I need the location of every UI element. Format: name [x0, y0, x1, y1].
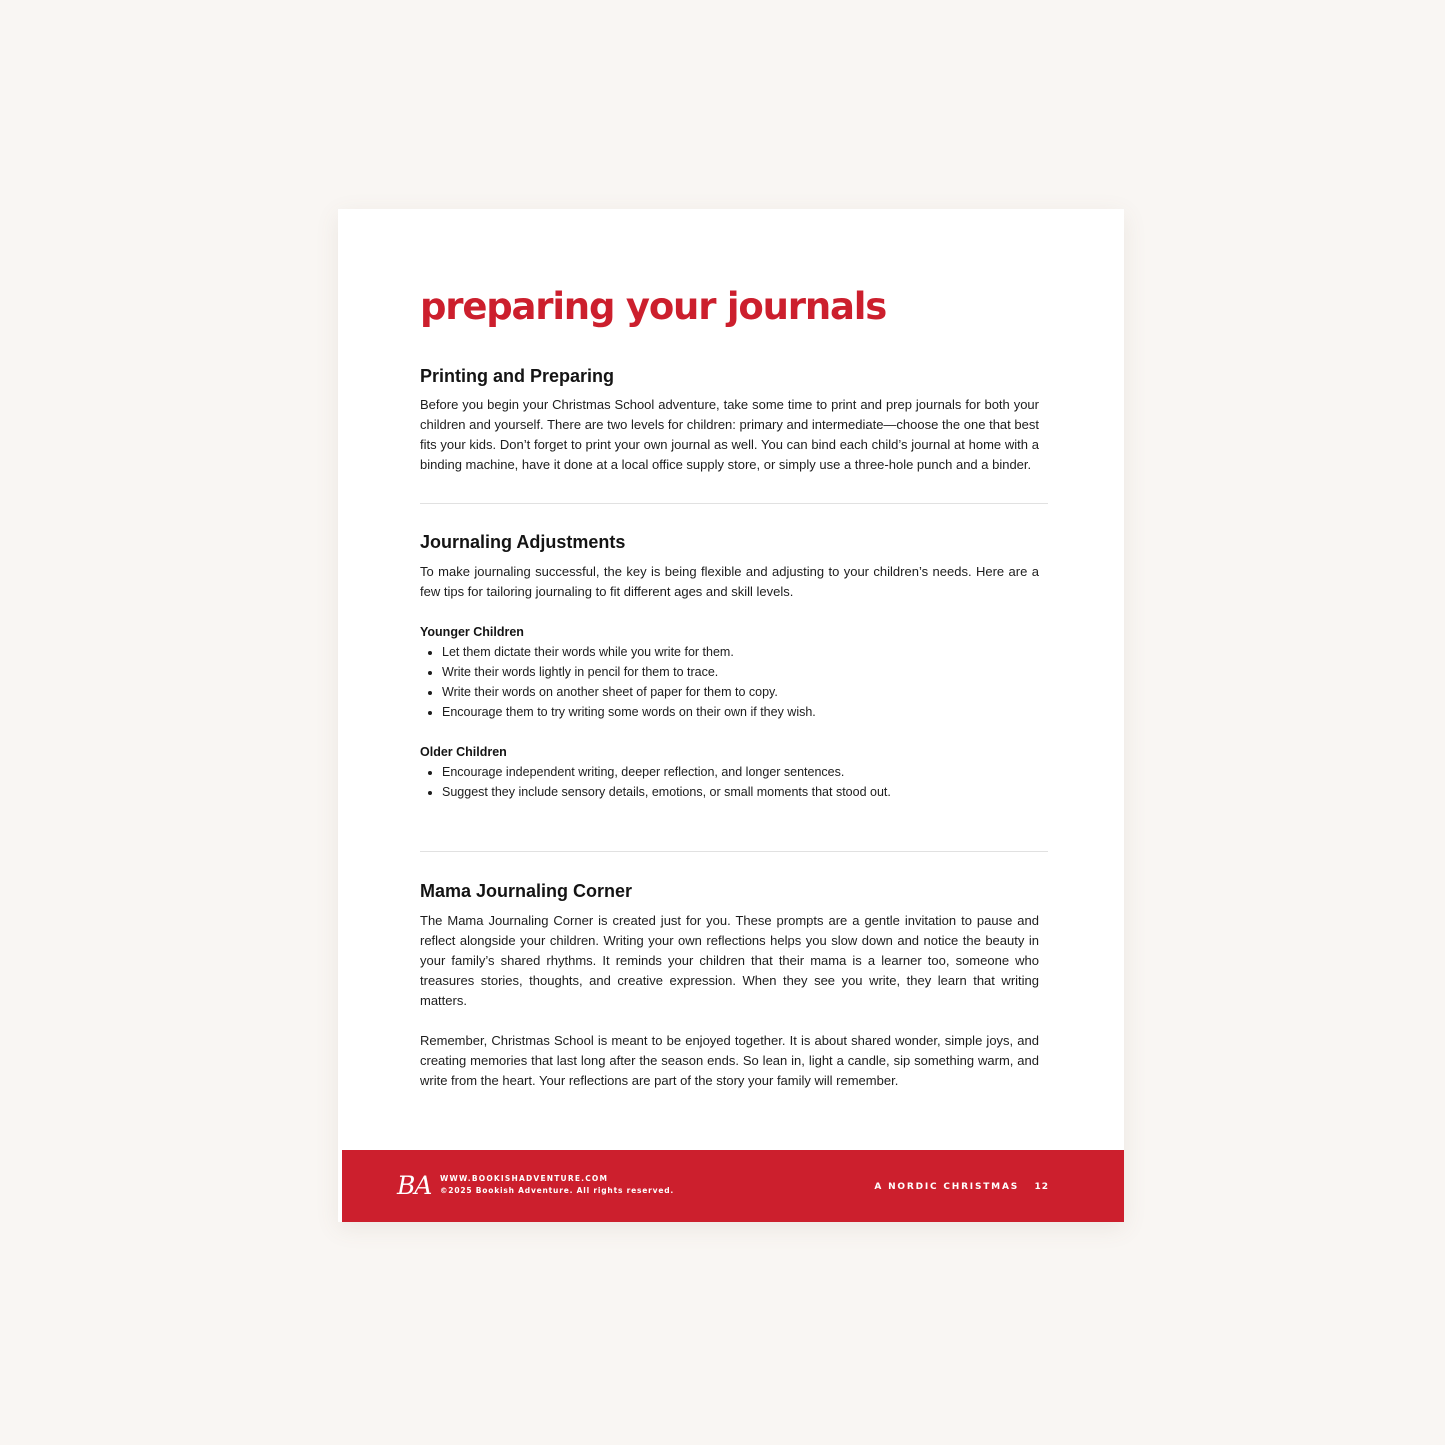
page-number: 12: [1034, 1182, 1049, 1192]
page-title: preparing your journals: [420, 285, 887, 328]
section-heading-printing: Printing and Preparing: [420, 366, 615, 386]
adjustments-intro: To make journaling successful, the key is being flexible and adjusting to your children’s needs. Here are a few tips for tailoring journaling to fit different ages and skill levels.: [420, 564, 1039, 599]
section-divider: [420, 851, 1048, 852]
list-item: • Write their words lightly in pencil for them to trace.: [442, 662, 1048, 682]
older-children-list: [420, 762, 1048, 802]
list-item: • Encourage them to try writing some words on their own if they wish.: [442, 702, 1048, 722]
list-item: • Encourage independent writing, deeper reflection, and longer sentences.: [442, 762, 1048, 782]
section-heading-mama-corner: Mama Journaling Corner: [420, 881, 633, 901]
older-children-heading: Older Children: [420, 745, 507, 759]
section-mama-corner: [420, 879, 1048, 1091]
footer-book-title: A NORDIC CHRISTMAS: [874, 1182, 1019, 1192]
section-adjustments: [420, 530, 1048, 802]
list-item: • Suggest they include sensory details, emotions, or small moments that stood out.: [442, 782, 1048, 802]
section-divider: [420, 503, 1048, 504]
mama-paragraph-1: The Mama Journaling Corner is created just for you. These prompts are a gentle invitation to pause and reflect alongside your children. Writing your own reflections helps you slow down and notice the beauty in your family’s shared rhythms. It reminds your children that their mama is a learner too, someone who treasures stories, thoughts, and creative expression. When they see you write, they learn that writing matters.: [420, 913, 1039, 1008]
list-item: • Write their words on another sheet of paper for them to copy.: [442, 682, 1048, 702]
section-printing: [420, 364, 1048, 475]
footer-url: WWW.BOOKISHADVENTURE.COM: [440, 1174, 609, 1183]
younger-children-list: [420, 642, 1048, 722]
younger-children-heading: Younger Children: [420, 625, 524, 639]
document-page: [338, 209, 1124, 1222]
ba-logo: BA: [397, 1171, 432, 1200]
list-item: • Let them dictate their words while you write for them.: [442, 642, 1048, 662]
footer-copyright: ©2025 Bookish Adventure. All rights reserved.: [440, 1186, 675, 1195]
mama-paragraph-2: Remember, Christmas School is meant to be enjoyed together. It is about shared wonder, simple joys, and creating memories that last long after the season ends. So lean in, light a candle, sip something warm, and write from the heart. Your reflections are part of the story your family will remember.: [420, 1033, 1039, 1088]
page-footer: [342, 1150, 1124, 1222]
printing-body: Before you begin your Christmas School adventure, take some time to print and prep journals for both your children and yourself. There are two levels for children: primary and intermediate—choose the one that best fits your kids. Don’t forget to print your own journal as well. You can bind each child’s journal at home with a binding machine, have it done at a local office supply store, or simply use a three-hole punch and a binder.: [420, 397, 1039, 472]
section-heading-adjustments: Journaling Adjustments: [420, 532, 626, 552]
